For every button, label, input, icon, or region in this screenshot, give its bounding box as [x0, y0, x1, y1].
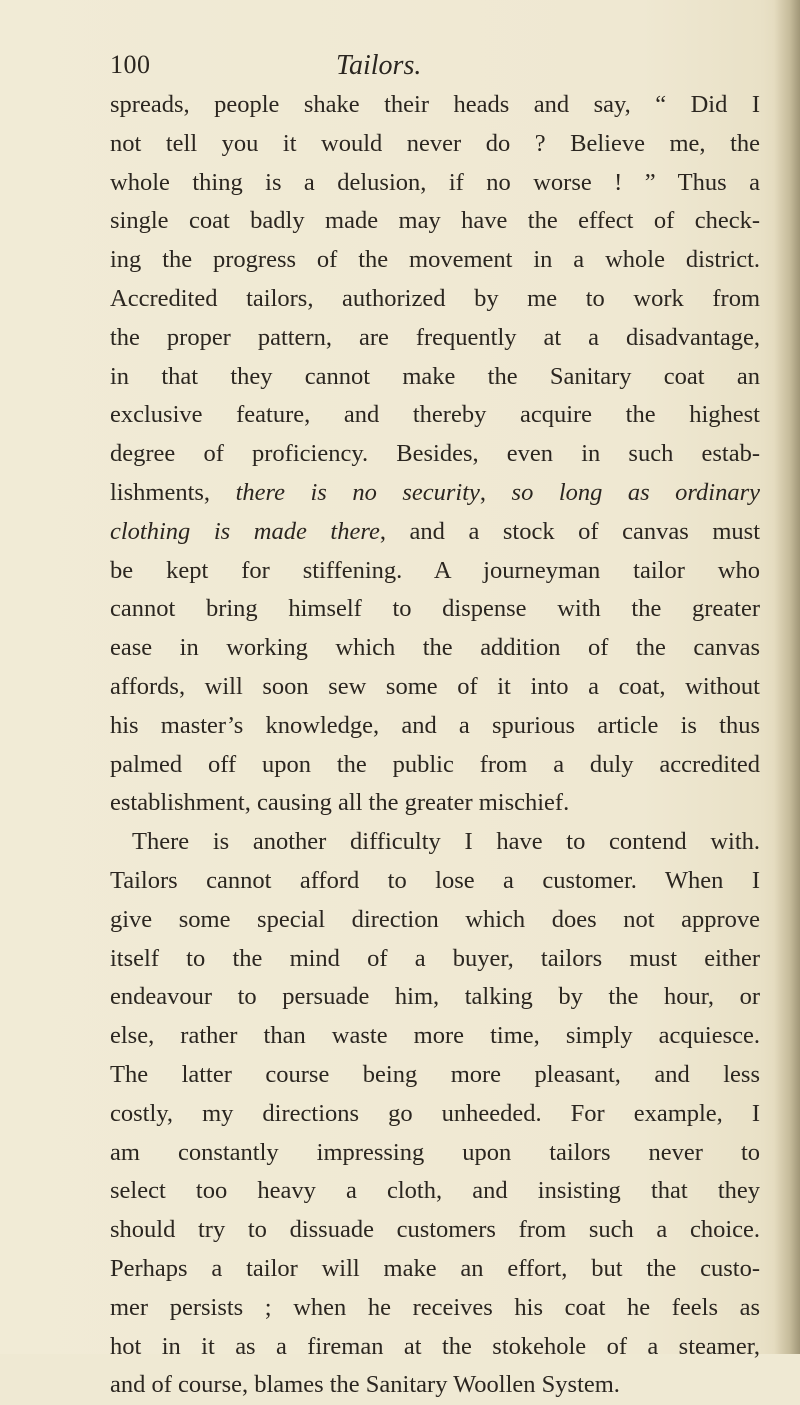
text-line-24: endeavour to persuade him, talking by the hour, or — [110, 983, 760, 1011]
text-line-11 — [110, 474, 760, 513]
text-line-27: costly, my directions go unheeded. For example, I — [110, 1099, 760, 1127]
text-run-italic: there is no security — [235, 478, 480, 506]
text-line-8: in that they cannot make the Sanitary coat an — [110, 362, 760, 390]
text-run-roman: , and a stock of canvas must — [379, 517, 760, 545]
running-head — [110, 50, 760, 90]
text-line-5: ing the progress of the movement in a whole district. — [110, 246, 760, 274]
text-line-22: give some special direction which does not approve — [110, 905, 760, 933]
text-line-18: palmed off upon the public from a duly accredited — [110, 750, 760, 778]
text-line-4: single coat badly made may have the effect of check- — [110, 207, 760, 235]
text-line-7: the proper pattern, are frequently at a disadvantage, — [110, 323, 760, 351]
body-text — [110, 86, 760, 1405]
page-number: 100 — [110, 50, 151, 79]
text-line-25: else, rather than waste more time, simply acquiesce. — [110, 1022, 760, 1050]
text-line-21: Tailors cannot afford to lose a customer. When I — [110, 866, 760, 894]
text-line-9: exclusive feature, and thereby acquire the highest — [110, 401, 760, 429]
text-run-roman: lishments, — [110, 478, 236, 506]
text-line-28: am constantly impressing upon tailors never to — [110, 1138, 760, 1166]
text-line-30: should try to dissuade customers from such a choice. — [110, 1216, 760, 1244]
text-run-italic: so long as ordinary — [511, 478, 761, 506]
text-line-10: degree of proficiency. Besides, even in such estab- — [110, 440, 760, 468]
text-line-6: Accredited tailors, authorized by me to work from — [110, 284, 760, 312]
text-run-roman: , — [479, 478, 512, 506]
text-line-34: and of course, blames the Sanitary Woollen System. — [110, 1371, 620, 1399]
text-line-15: ease in working which the addition of the canvas — [110, 634, 760, 662]
text-line-17: his master’s knowledge, and a spurious article is thus — [110, 711, 760, 739]
text-line-32: mer persists ; when he receives his coat he feels as — [110, 1293, 760, 1321]
running-title: Tailors. — [336, 50, 422, 81]
text-line-31: Perhaps a tailor will make an effort, but the custo- — [110, 1254, 760, 1282]
text-line-13: be kept for stiffening. A journeyman tailor who — [110, 556, 760, 584]
text-line-33: hot in it as a fireman at the stokehole of a steamer, — [110, 1332, 760, 1360]
text-line-14: cannot bring himself to dispense with the greater — [110, 595, 760, 623]
text-line-19: establishment, causing all the greater mischief. — [110, 789, 570, 817]
text-line-29: select too heavy a cloth, and insisting that they — [110, 1177, 760, 1205]
text-line-2: not tell you it would never do ? Believe me, the — [110, 129, 760, 157]
text-line-3: whole thing is a delusion, if no worse ! ” Thus a — [110, 168, 760, 196]
text-line-12 — [110, 513, 760, 552]
text-line-26: The latter course being more pleasant, and less — [110, 1060, 760, 1088]
page-edge-shadow — [774, 0, 800, 1354]
text-line-23: itself to the mind of a buyer, tailors must either — [110, 944, 760, 972]
text-line-1: spreads, people shake their heads and say, “ Did I — [110, 91, 760, 118]
text-run-italic: clothing is made there — [110, 517, 380, 545]
text-line-20: There is another difficulty I have to contend with. — [132, 828, 760, 856]
text-line-16: affords, will soon sew some of it into a coat, without — [110, 672, 760, 700]
